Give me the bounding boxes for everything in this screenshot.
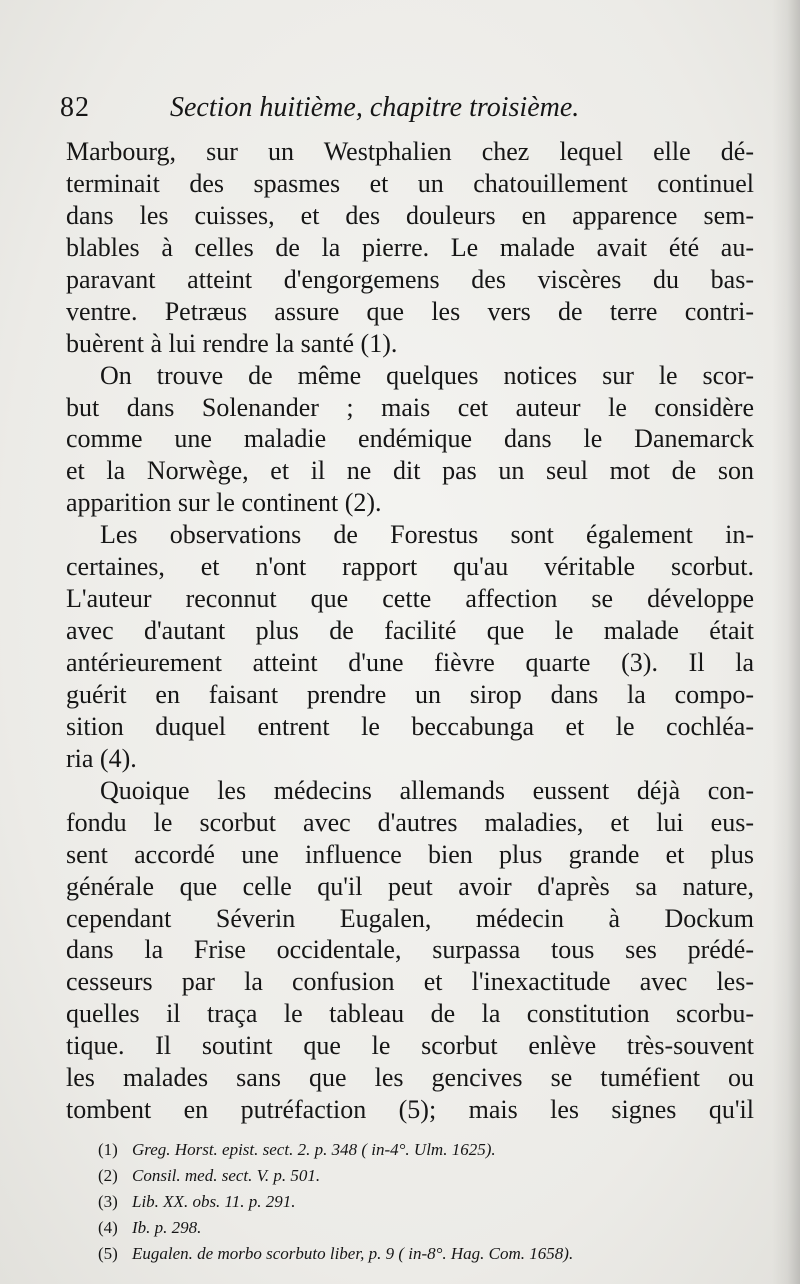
- footnote-text: Eugalen. de morbo scorbuto liber, p. 9 ( in-8°. Hag. Com. 1658).: [132, 1244, 574, 1263]
- text-line: fondu le scorbut avec d'autres maladies, et lui eus-: [66, 807, 754, 837]
- footnote-2: [98, 1163, 738, 1189]
- text-line: Quoique les médecins allemands eussent déjà con-: [100, 775, 754, 805]
- footnote-text: Ib. p. 298.: [132, 1218, 202, 1237]
- text-line: tique. Il soutint que le scorbut enlève très-souvent: [66, 1031, 754, 1061]
- footnote-text: Lib. XX. obs. 11. p. 291.: [132, 1192, 296, 1211]
- footnote-4: [98, 1215, 738, 1241]
- text-line: cesseurs par la confusion et l'inexactitude avec les-: [66, 967, 754, 997]
- text-line: ria (4).: [66, 743, 137, 773]
- text-line: blables à celles de la pierre. Le malade avait été au-: [66, 232, 754, 262]
- text-line: comme une maladie endémique dans le Danemarck: [66, 424, 754, 454]
- chapter-heading: Section huitième, chapitre troisième.: [170, 92, 580, 123]
- footnote-number: (4): [98, 1218, 118, 1237]
- text-line: générale que celle qu'il peut avoir d'après sa nature,: [66, 871, 754, 901]
- text-line: terminait des spasmes et un chatouillement continuel: [66, 168, 754, 198]
- text-line: cependant Séverin Eugalen, médecin à Dockum: [66, 903, 754, 933]
- text-line: Marbourg, sur un Westphalien chez lequel elle dé-: [66, 137, 754, 166]
- text-line: L'auteur reconnut que cette affection se développe: [66, 584, 754, 614]
- text-line: sent accordé une influence bien plus grande et plus: [66, 839, 754, 869]
- text-line: On trouve de même quelques notices sur le scor-: [100, 360, 754, 390]
- text-line: et la Norwège, et il ne dit pas un seul mot de son: [66, 456, 754, 486]
- text-line: quelles il traça le tableau de la constitution scorbu-: [66, 999, 754, 1029]
- page-edge-shadow: [772, 0, 800, 1284]
- footnote-1: [98, 1137, 738, 1163]
- footnotes: [98, 1137, 738, 1267]
- footnote-number: (3): [98, 1192, 118, 1211]
- text-line: ventre. Petræus assure que les vers de terre contri-: [66, 296, 754, 326]
- footnote-number: (1): [98, 1140, 118, 1159]
- page-number: 82: [60, 92, 90, 123]
- running-head: [60, 92, 750, 132]
- text-line: buèrent à lui rendre la santé (1).: [66, 328, 398, 358]
- body-text: [66, 136, 754, 1126]
- text-line: but dans Solenander ; mais cet auteur le considère: [66, 392, 754, 422]
- text-line: certaines, et n'ont rapport qu'au véritable scorbut.: [66, 552, 754, 582]
- text-line: guérit en faisant prendre un sirop dans la compo-: [66, 679, 754, 709]
- text-line: paravant atteint d'engorgemens des viscères du bas-: [66, 264, 754, 294]
- footnote-number: (2): [98, 1166, 118, 1185]
- text-line: les malades sans que les gencives se tuméfient ou: [66, 1063, 754, 1093]
- text-line: Les observations de Forestus sont également in-: [100, 520, 754, 550]
- footnote-text: Greg. Horst. epist. sect. 2. p. 348 ( in-4°. Ulm. 1625).: [132, 1140, 496, 1159]
- text-line: apparition sur le continent (2).: [66, 488, 382, 518]
- footnote-3: [98, 1189, 738, 1215]
- footnote-text: Consil. med. sect. V. p. 501.: [132, 1166, 321, 1185]
- text-line: avec d'autant plus de facilité que le malade était: [66, 616, 754, 646]
- text-line: antérieurement atteint d'une fièvre quarte (3). Il la: [66, 648, 754, 677]
- text-line: dans les cuisses, et des douleurs en apparence sem-: [66, 200, 754, 230]
- footnote-number: (5): [98, 1244, 118, 1263]
- footnote-5: [98, 1241, 738, 1267]
- text-line: tombent en putréfaction (5); mais les signes qu'il: [66, 1095, 754, 1125]
- text-line: dans la Frise occidentale, surpassa tous ses prédé-: [66, 935, 754, 965]
- text-line: sition duquel entrent le beccabunga et le cochléa-: [66, 711, 754, 741]
